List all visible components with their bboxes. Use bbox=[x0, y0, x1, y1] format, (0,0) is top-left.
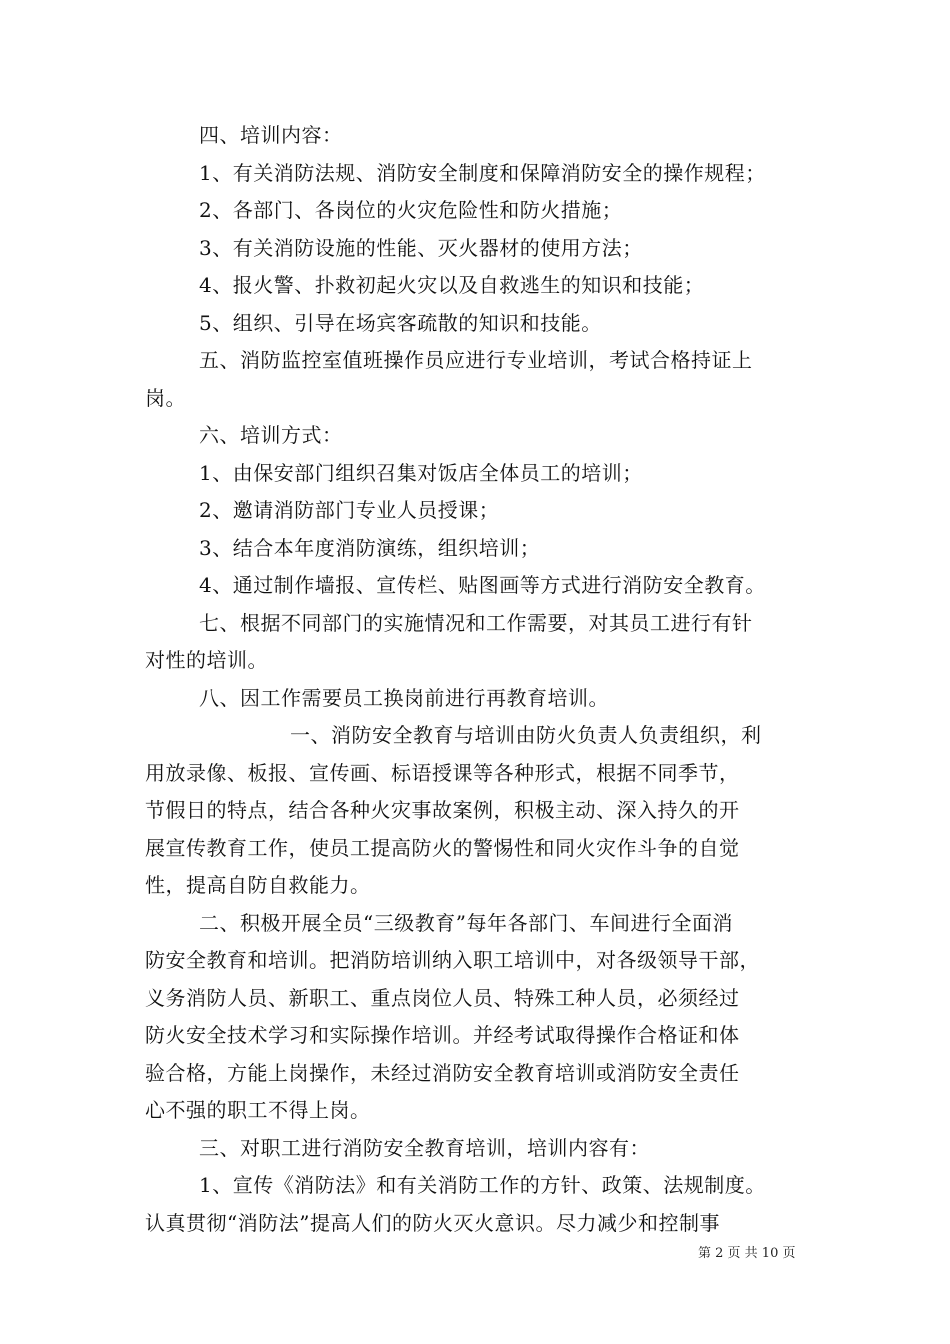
paragraph-line: 七、根据不同部门的实施情况和工作需要，对其员工进行有针 bbox=[199, 610, 753, 635]
list-item: 5、组织、引导在场宾客疏散的知识和技能。 bbox=[199, 310, 602, 335]
paragraph-line: 对性的培训。 bbox=[145, 648, 268, 672]
list-item: 4、报火警、扑救初起火灾以及自救逃生的知识和技能； bbox=[199, 273, 705, 297]
paragraph-line: 五、消防监控室值班操作员应进行专业培训，考试合格持证上 bbox=[199, 348, 753, 372]
list-item: 2、各部门、各岗位的火灾危险性和防火措施； bbox=[199, 198, 623, 222]
paragraph-line: 心不强的职工不得上岗。 bbox=[145, 1098, 371, 1122]
list-item: 1、由保安部门组织召集对饭店全体员工的培训； bbox=[199, 460, 643, 485]
paragraph-line: 八、因工作需要员工换岗前进行再教育培训。 bbox=[199, 685, 609, 710]
paragraph-line: 防安全教育和培训。把消防培训纳入职工培训中，对各级领导干部， bbox=[145, 948, 760, 972]
section-heading: 四、培训内容： bbox=[199, 123, 343, 147]
paragraph-line: 用放录像、板报、宣传画、标语授课等各种形式，根据不同季节， bbox=[145, 760, 740, 785]
paragraph-line: 防火安全技术学习和实际操作培训。并经考试取得操作合格证和体 bbox=[145, 1023, 740, 1047]
paragraph-line: 性，提高自防自救能力。 bbox=[145, 873, 371, 897]
paragraph-line: 验合格，方能上岗操作，未经过消防安全教育培训或消防安全责任 bbox=[145, 1060, 740, 1085]
paragraph-line: 一、消防安全教育与培训由防火负责人负责组织，利 bbox=[290, 723, 762, 747]
list-item: 3、结合本年度消防演练，组织培训； bbox=[199, 535, 541, 560]
list-item: 2、邀请消防部门专业人员授课； bbox=[199, 498, 500, 522]
paragraph-line: 节假日的特点，结合各种火灾事故案例，积极主动、深入持久的开 bbox=[145, 798, 740, 822]
list-item: 1、有关消防法规、消防安全制度和保障消防安全的操作规程； bbox=[199, 160, 766, 185]
list-item: 3、有关消防设施的性能、灭火器材的使用方法； bbox=[199, 235, 643, 260]
page-number: 第 2 页 共 10 页 bbox=[698, 1246, 796, 1261]
paragraph-line: 展宣传教育工作，使员工提高防火的警惕性和同火灾作斗争的自觉 bbox=[145, 835, 740, 860]
paragraph-line: 岗。 bbox=[145, 385, 186, 410]
paragraph-line: 义务消防人员、新职工、重点岗位人员、特殊工种人员，必须经过 bbox=[145, 985, 740, 1010]
paragraph-line: 认真贯彻“消防法”提高人们的防火灭火意识。尽力减少和控制事 bbox=[145, 1210, 720, 1235]
paragraph-line: 1、宣传《消防法》和有关消防工作的方针、政策、法规制度。 bbox=[199, 1173, 766, 1197]
document-body bbox=[145, 117, 815, 1242]
list-item: 4、通过制作墙报、宣传栏、贴图画等方式进行消防安全教育。 bbox=[199, 573, 766, 597]
paragraph-line: 二、积极开展全员“三级教育”每年各部门、车间进行全面消 bbox=[199, 910, 733, 935]
section-heading: 六、培训方式： bbox=[199, 423, 343, 447]
section-heading: 三、对职工进行消防安全教育培训，培训内容有： bbox=[199, 1135, 650, 1160]
